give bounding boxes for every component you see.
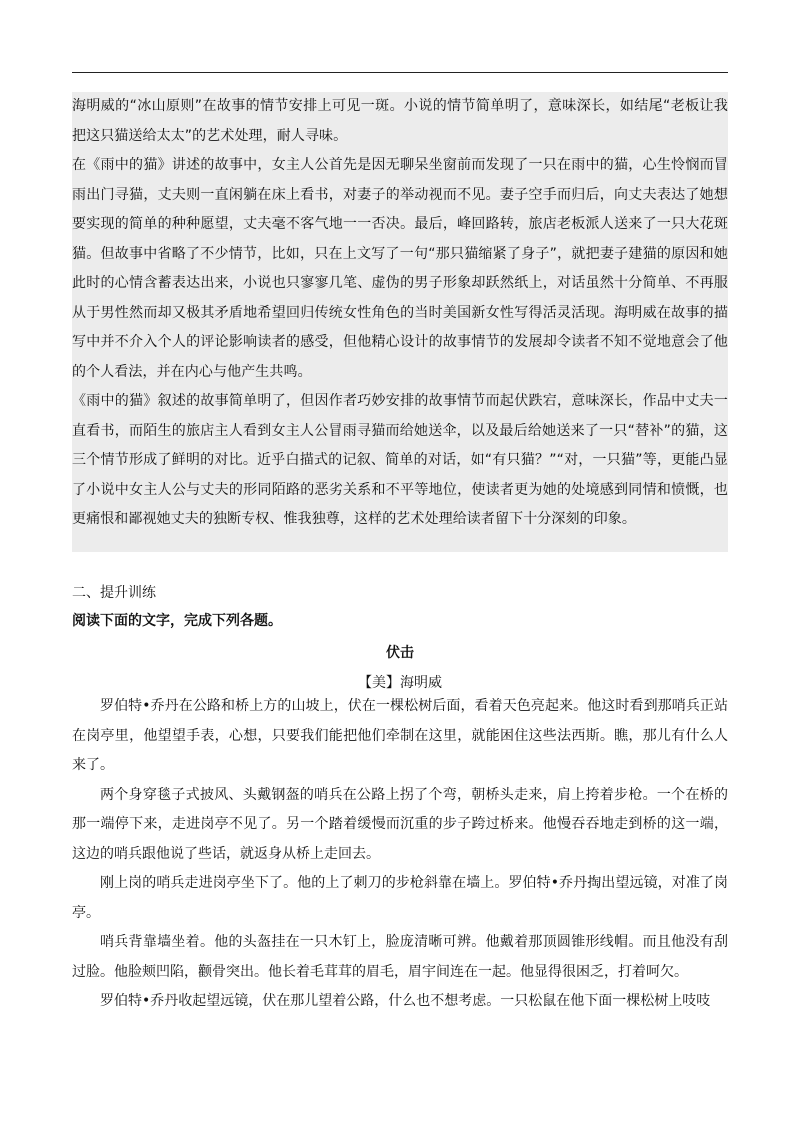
analysis-paragraph-2: 在《雨中的猫》讲述的故事中，女主人公首先是因无聊呆坐窗前而发现了一只在雨中的猫，心生怜悯而冒雨出门寻猫，丈夫则一直闲躺在床上看书，对妻子的举动视而不见。妻子空手而归后，向丈夫表达了她想要实现的简单的种种愿望，丈夫毫不客气地一一否决。最后，峰回路转，旅店老板派人送来了一只大花斑猫。但故事中省略了不少情节，比如，只在上文写了一句“那只猫缩紧了身子”，就把妻子建猫的原因和她此时的心情含蓄表达出来，小说也只寥寥几笔、虚伪的男子形象却跃然纸上，对话虽然十分简单、不再服从于男性然而却又极其矛盾地希望回归传统女性角色的当时美国新女性写得活灵活现。海明威在故事的描写中并不介入个人的评论影响读者的感受，但他精心设计的故事情节的发展却令读者不知不觉地意会了他的个人看法，并在内心与他产生共鸣。 (72, 157, 728, 380)
story-title: 伏击 (386, 645, 414, 661)
analysis-block (72, 92, 728, 552)
analysis-paragraph-3: 《雨中的猫》叙述的故事简单明了，但因作者巧妙安排的故事情节而起伏跌宕，意味深长，作品中丈夫一直看书，而陌生的旅店主人看到女主人公冒雨寻猫而给她送伞，以及最后给她送来了一只“替补”的猫，这三个情节形成了鲜明的对比。近乎白描式的记叙、简单的对话，如“有只猫？”“对，一只猫”等，更能凸显了小说中女主人公与丈夫的形同陌路的恶劣关系和不平等地位，使读者更为她的处境感到同情和愤慨，也更痛恨和鄙视她丈夫的独断专权、惟我独尊，这样的艺术处理给读者留下十分深刻的印象。 (72, 393, 728, 527)
story-paragraph: 两个身穿毯子式披风、头戴钢盔的哨兵在公路上拐了个弯，朝桥头走来，肩上挎着步枪。一个在桥的那一端停下来，走进岗亭不见了。另一个踏着缓慢而沉重的步子跨过桥来。他慢吞吞地走到桥的这一端，这边的哨兵跟他说了些话，就返身从桥上走回去。 (72, 786, 728, 862)
story-paragraph: 刚上岗的哨兵走进岗亭坐下了。他的上了刺刀的步枪斜靠在墙上。罗伯特•乔丹掏出望远镜，对准了岗亭。 (72, 875, 728, 921)
header-rule (72, 72, 728, 73)
story-author: 【美】海明威 (358, 675, 442, 691)
analysis-paragraph-1: 海明威的“冰山原则”在故事的情节安排上可见一斑。小说的情节简单明了，意味深长，如结尾“老板让我把这只猫送给太太”的艺术处理，耐人寻味。 (72, 98, 728, 144)
story-body (72, 692, 728, 1017)
section-title: 二、提升训练 (72, 585, 156, 601)
story-paragraph: 罗伯特•乔丹在公路和桥上方的山坡上，伏在一棵松树后面，看着天色亮起来。他这时看到那哨兵正站在岗亭里，他望望手表，心想，只要我们能把他们牵制在这里，就能困住这些法西斯。瞧，那儿有什么人来了。 (72, 698, 728, 773)
reading-instruction: 阅读下面的文字，完成下列各题。 (72, 613, 282, 629)
story-paragraph: 罗伯特•乔丹收起望远镜，伏在那儿望着公路，什么也不想考虑。一只松鼠在他下面一棵松树上吱吱 (100, 993, 711, 1009)
story-paragraph: 哨兵背靠墙坐着。他的头盔挂在一只木钉上，脸庞清晰可辨。他戴着那顶圆锥形线帽。而且他没有刮过脸。他脸颊凹陷，颧骨突出。他长着毛茸茸的眉毛，眉宇间连在一起。他显得很困乏，打着呵欠。 (72, 934, 728, 980)
